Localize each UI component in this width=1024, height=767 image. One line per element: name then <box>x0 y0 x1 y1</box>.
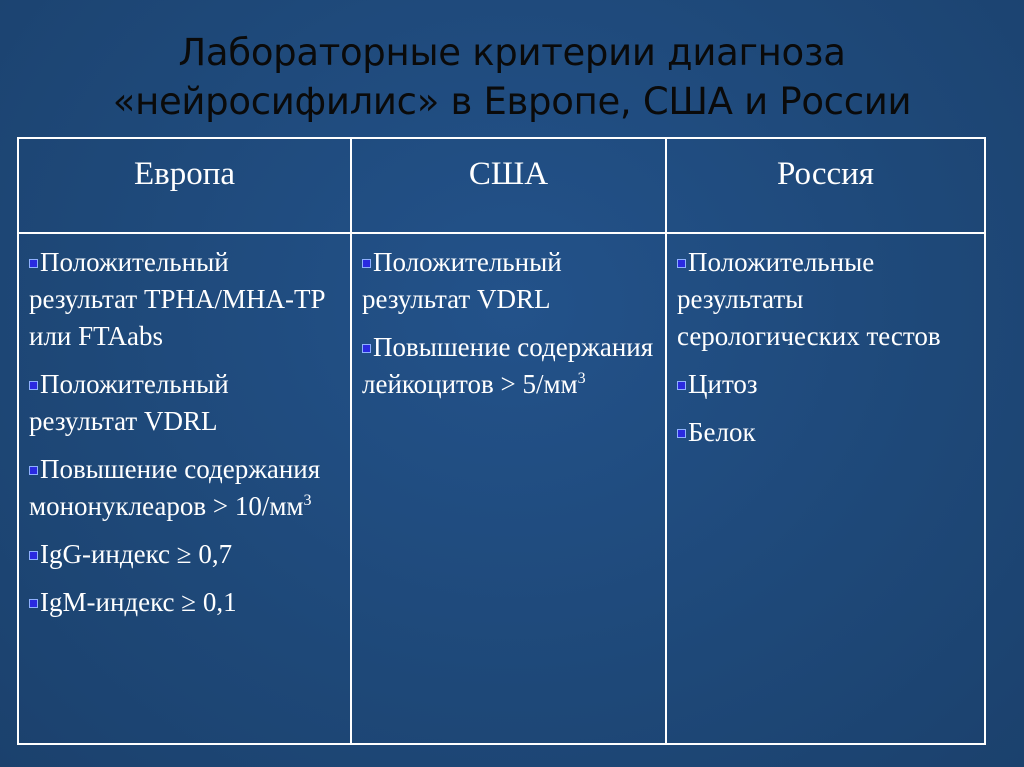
square-bullet-icon <box>362 259 371 268</box>
list-item-text: IgM-индекс ≥ 0,1 <box>40 587 237 617</box>
cell-europe <box>18 233 351 744</box>
header-europe: Европа <box>18 138 351 233</box>
russia-criteria-list <box>667 234 984 451</box>
square-bullet-icon <box>677 259 686 268</box>
cell-usa <box>351 233 666 744</box>
list-item <box>29 451 342 525</box>
header-russia: Россия <box>666 138 985 233</box>
list-item-text: Положительные результаты серологических тестов <box>677 247 941 351</box>
list-item <box>362 244 657 318</box>
square-bullet-icon <box>362 344 371 353</box>
list-item <box>29 366 342 440</box>
list-item <box>29 244 342 355</box>
square-bullet-icon <box>29 551 38 560</box>
square-bullet-icon <box>677 429 686 438</box>
square-bullet-icon <box>677 381 686 390</box>
title-line-2: «нейросифилис» в Европе, США и России <box>112 80 912 123</box>
superscript: 3 <box>303 492 312 509</box>
usa-criteria-list <box>352 234 665 403</box>
list-item <box>677 414 976 451</box>
list-item <box>677 366 976 403</box>
list-item <box>29 536 342 573</box>
cell-russia <box>666 233 985 744</box>
list-item <box>677 244 976 355</box>
list-item-text: Положительный результат VDRL <box>362 247 562 314</box>
title-line-1: Лабораторные критерии диагноза <box>178 31 846 74</box>
list-item-text: Цитоз <box>688 369 758 399</box>
criteria-table <box>17 137 986 745</box>
list-item-text: IgG-индекс ≥ 0,7 <box>40 539 233 569</box>
superscript: 3 <box>577 370 586 387</box>
list-item-text: Положительный результат TPHA/MHA-TP или FTAabs <box>29 247 325 351</box>
list-item-text: Белок <box>688 417 756 447</box>
list-item <box>362 329 657 403</box>
square-bullet-icon <box>29 259 38 268</box>
list-item-text: Повышение содержания мононуклеаров > 10/мм <box>29 454 321 521</box>
table-body-row <box>18 233 985 744</box>
header-usa: США <box>351 138 666 233</box>
list-item-text: Положительный результат VDRL <box>29 369 229 436</box>
square-bullet-icon <box>29 599 38 608</box>
list-item <box>29 584 342 621</box>
table-header-row <box>18 138 985 233</box>
square-bullet-icon <box>29 466 38 475</box>
list-item-text: Повышение содержания лейкоцитов > 5/мм <box>362 332 654 399</box>
slide-title <box>40 28 984 126</box>
square-bullet-icon <box>29 381 38 390</box>
europe-criteria-list <box>19 234 350 621</box>
